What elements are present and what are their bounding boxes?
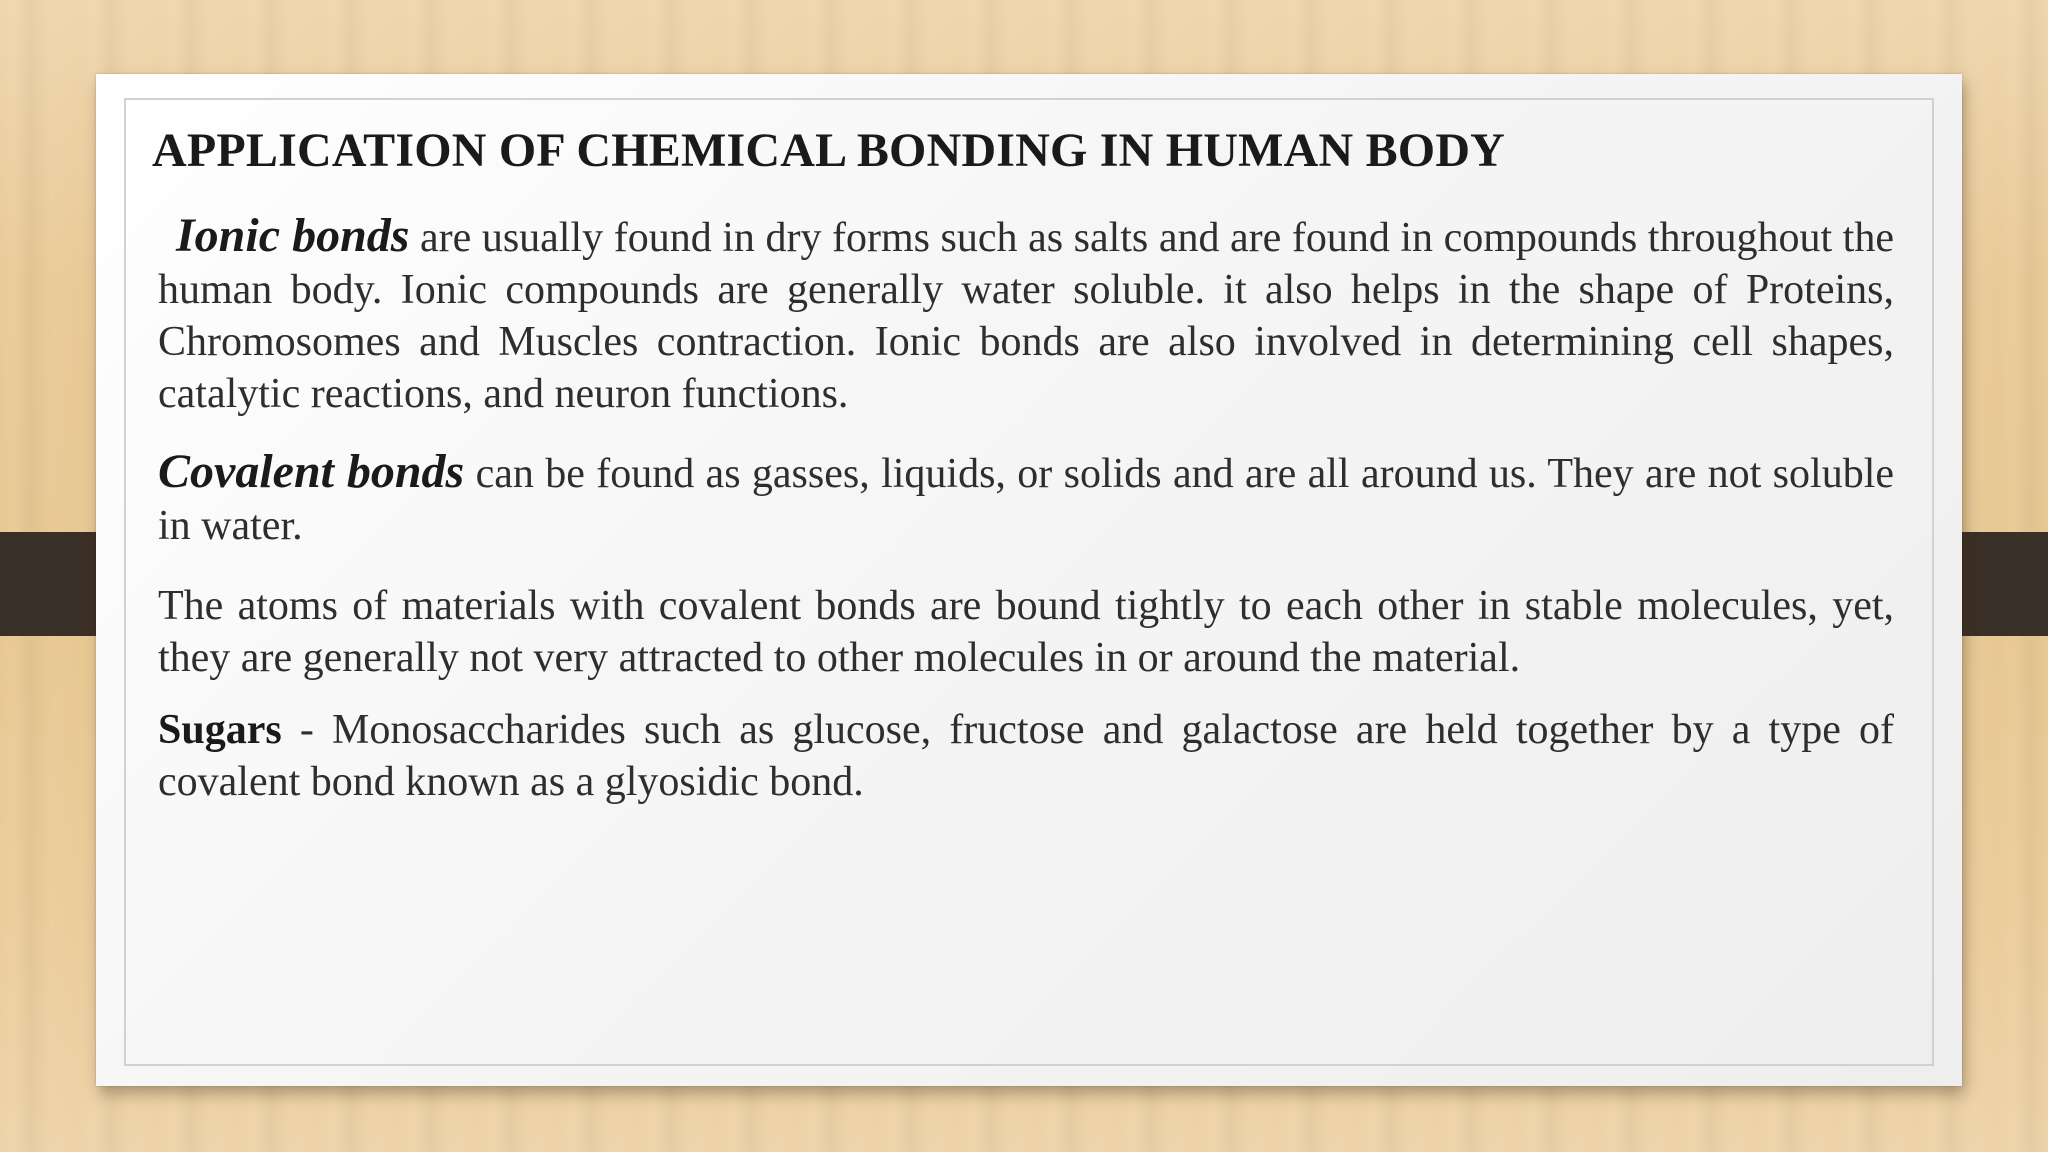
covalent-bonds-paragraph [158,446,1894,552]
slide-content [152,120,1894,808]
ionic-bonds-paragraph [158,210,1894,420]
slide-title: APPLICATION OF CHEMICAL BONDING IN HUMAN BODY [152,124,1506,177]
ionic-bonds-term: Ionic bonds [176,209,410,262]
ionic-bonds-text: are usually found in dry forms such as salts and are found in compounds throughout the human body. Ionic compounds are generally water soluble. it also helps in the shape of Proteins, Chromosomes and Muscles contraction. Ionic bonds are also involved in determining cell shapes, catalytic reactions, and neuron functions. [158,215,1894,417]
sugars-text: - Monosaccharides such as glucose, fructose and galactose are held together by a type of covalent bond known as a glyosidic bond. [158,707,1894,805]
sugars-paragraph [158,704,1894,808]
covalent-bonds-term: Covalent bonds [158,445,465,498]
covalent-atoms-paragraph [158,580,1894,684]
covalent-bonds-text: can be found as gasses, liquids, or solids and are all around us. They are not soluble in water. [158,451,1894,549]
covalent-atoms-text: The atoms of materials with covalent bonds are bound tightly to each other in stable molecules, yet, they are generally not very attracted to other molecules in or around the material. [158,583,1894,681]
sugars-term: Sugars [158,707,282,753]
